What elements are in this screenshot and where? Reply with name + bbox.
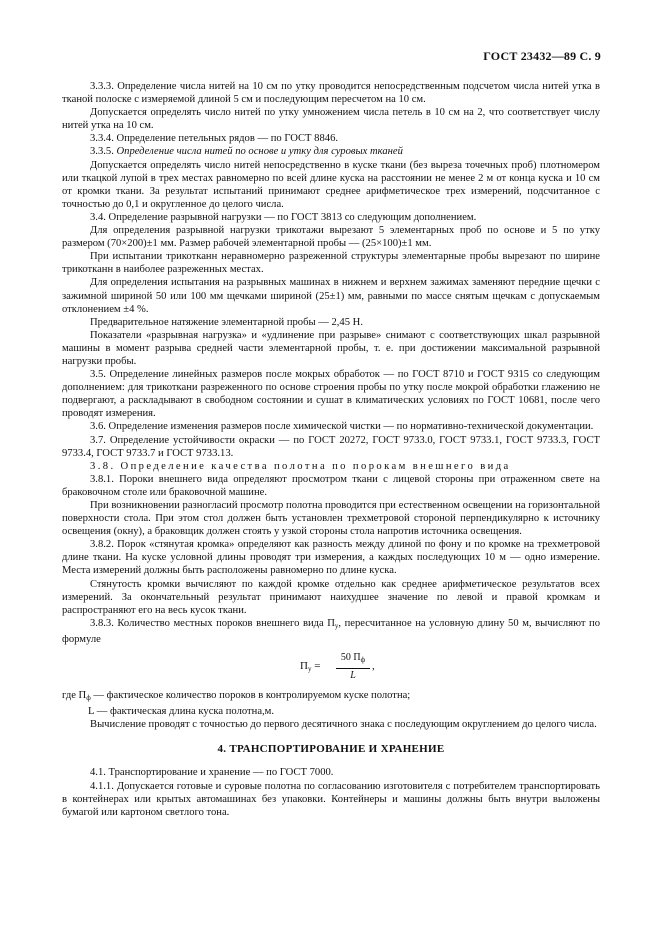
paragraph: Для определения разрывной нагрузки трикотажи вырезают 5 элементарных проб по основе и 5 по утку размером (70×200)±1 мм. Размер рабочей элементарной пробы — (25×100)±1 мм. bbox=[62, 225, 600, 250]
where-text: — фактическое количество пороков в контролируемом куске полотна; bbox=[90, 690, 411, 702]
paragraph bbox=[62, 617, 600, 646]
paragraph: 3.4. Определение разрывной нагрузки — по ГОСТ 3813 со следующим дополнением. bbox=[90, 211, 477, 223]
subscript: у bbox=[334, 621, 339, 630]
page-header: ГОСТ 23432—89 С. 9 bbox=[483, 49, 601, 63]
paragraph: 3.8.1. Пороки внешнего вида определяют просмотром ткани с лицевой стороны при отраженном свете на браковочном столе или браковочной машине. bbox=[62, 473, 600, 498]
where-clause bbox=[62, 689, 600, 705]
paragraph: Вычисление проводят с точностью до первого десятичного знака с последующим округлением до целого числа. bbox=[90, 719, 597, 731]
formula-fraction bbox=[336, 651, 370, 682]
fraction-denominator: L bbox=[350, 670, 356, 682]
paragraph bbox=[62, 145, 600, 158]
formula-symbol: П bbox=[300, 660, 308, 673]
paragraph: Стянутость кромки вычисляют по каждой кромке отдельно как среднее арифметическое результатов всех измерений. За окончательный результат принимают наихудшее значение по левой и правой кромкам и распространяют его на весь кусок ткани. bbox=[62, 578, 600, 616]
formula-lhs bbox=[300, 660, 320, 676]
paragraph: Показатели «разрывная нагрузка» и «удлинение при разрыве» снимают с соответствующих шкал разрывной машины в момент разрыва средней части элементарной пробы, т. е. при достижении максимальной разрывной нагрузки пробы. bbox=[62, 329, 600, 367]
document-body bbox=[62, 80, 600, 819]
paragraph: При испытании трикотканн неравномерно разреженной структуры элементарные пробы вырезают по ширине трикотканн в наиболее разреженных местах. bbox=[62, 251, 600, 276]
paragraph-text: , пересчитанное на условную длину 50 м, вычисляют по формуле bbox=[62, 617, 600, 645]
clause-number: 3.3.5. bbox=[90, 146, 114, 158]
paragraph: Предварительное натяжение элементарной пробы — 2,45 Н. bbox=[90, 316, 363, 328]
paragraph: 3.6. Определение изменения размеров после химической чистки — по нормативно-технической документации. bbox=[90, 421, 594, 433]
paragraph: Допускается определять число нитей по утку умножением числа петель в 10 см на 2, что соответствует числу нитей утка на 10 см. bbox=[62, 107, 600, 132]
paragraph: Допускается определять число нитей непосредственно в куске ткани (без выреза точечных проб) плотномером или ткацкой лупой в трех местах равномерно по всей длине куска на расстоянии не менее 2 м от конца куска и 10 см от кромки ткани. За результат испытаний принимают среднее арифметическое трех измерений, подсчитанное с точностью до 0,1 и округленное до целого числа. bbox=[62, 159, 600, 210]
numerator-text: 50 П bbox=[340, 652, 361, 664]
paragraph: 3.5. Определение линейных размеров после мокрых обработок — по ГОСТ 8710 и ГОСТ 9315 со следующим дополнением: для трикоткани разреженного по основе строения пробы по утку после мокрой обработки глажению не подвергают, а раскладывают в свободном состоянии и сушат в климатических условиях по ГОСТ 10681, после чего проводят измерения. bbox=[62, 369, 600, 420]
paragraph: При возникновении разногласий просмотр полотна проводится при естественном освещении на горизонтальной поверхности стола. При этом стол должен быть установлен трехметровой стороной перпендикулярно к источнику освещения (окну), а браковщик должен стоять у узкой стороны стола напротив источника освещения. bbox=[62, 500, 600, 538]
paragraph: 3.7. Определение устойчивости окраски — по ГОСТ 20272, ГОСТ 9733.0, ГОСТ 9733.1, ГОСТ 9733.3, ГОСТ 9733.4, ГОСТ 9733.7 и ГОСТ 9733.13. bbox=[62, 434, 600, 459]
paragraph: 3.3.3. Определение числа нитей на 10 см по утку проводится непосредственным подсчетом числа нитей утка в тканой полоске с измеряемой длиной 5 см и последующим пересчетом на 10 см. bbox=[62, 81, 600, 106]
where-clause: L — фактическая длина куска полотна,м. bbox=[88, 706, 275, 718]
formula-comma: , bbox=[372, 660, 375, 673]
subscript: ф bbox=[360, 656, 366, 665]
paragraph: 3.8.2. Порок «стянутая кромка» определяют как разность между длиной по фону и по кромке на трехметровой длине ткани. На куске условной длины проводят три измерения, а каждых последующих 10 м — одно измерение. Места измерений должны быть расположены равномерно по длине куска. bbox=[62, 539, 600, 577]
clause-heading: 3.8. Определение качества полотна по порокам внешнего вида bbox=[90, 460, 511, 472]
paragraph: Для определения испытания на разрывных машинах в нижнем и верхнем зажимах заменяют передние щечки с зажимной шириной 50 или 100 мм щечками шириной (25±1) мм, равными по массе снятым щечкам с допускаемым отклонением ±4 %. bbox=[62, 277, 600, 315]
equals-sign: = bbox=[314, 660, 321, 673]
subscript: ф bbox=[86, 694, 91, 703]
paragraph: 4.1.1. Допускается готовые и суровые полотна по согласованию изготовителя с потребителем транспортировать в контейнерах или крытых автомашинах без упаковки. Контейнеры и машины должны быть внутри выложены бумагой или картоном светлого тона. bbox=[62, 780, 600, 818]
section-title: 4. ТРАНСПОРТИРОВАНИЕ И ХРАНЕНИЕ bbox=[217, 743, 445, 756]
clause-title-italic: Определение числа нитей по основе и утку для суровых тканей bbox=[116, 146, 403, 158]
formula bbox=[62, 651, 600, 681]
paragraph-text: 3.8.3. Количество местных пороков внешнего вида П bbox=[90, 617, 335, 629]
paragraph: 3.3.4. Определение петельных рядов — по ГОСТ 8846. bbox=[90, 133, 339, 145]
fraction-numerator bbox=[336, 651, 370, 669]
where-text: где П bbox=[62, 690, 87, 702]
paragraph: 4.1. Транспортирование и хранение — по ГОСТ 7000. bbox=[90, 767, 334, 779]
subscript: у bbox=[307, 665, 312, 674]
